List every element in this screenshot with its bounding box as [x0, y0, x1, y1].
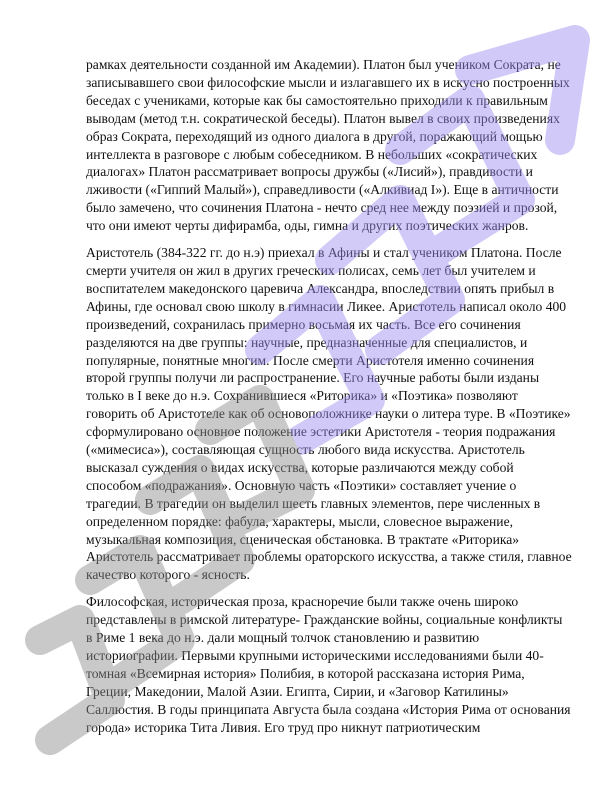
paragraph-roman-prose: Философская, историческая проза, красноречие были также очень широко представлены в римской литературе- Гражданские войны, социальные конфликты в Риме 1 века до н.э. дали мощный толчок становлению и развитию историографии. Первыми крупными историческими исследованиями были 40-томная «Всемирная история» Полибия, в которой рассказана история Рима, Греции, Македонии, Малой Азии. Египта, Сирии, и «Заговор Катилины» Саллюстия. В годы принципата Августа была создана «История Рима от основания города» историка Тита Ливия. Его труд про никнут патриотическим	[86, 594, 571, 735]
paragraph-plato: рамках деятельности созданной им Академии). Платон был учеником Сократа, не записывавшего свои философские мысли и излагавшего их в искусно построенных беседах с учениками, которые как бы самостоятельно приходили к правильным выводам (метод т.н. сократической беседы). Платон вывел в своих произведениях образ Сократа, переходящий из одного диалога в другой, поражающий мощью интеллекта в разговоре с любым собеседником. В небольших «сократических диалогах» Платон рассматривает вопросы дружбы («Лисий»), правдивости и лживости («Гиппий Малый»), справедливости («Алкивиад I»). Еще в античности было замечено, что сочинения Платона - нечто сред нее между поэзией и прозой, что они имеют черты дифирамба, оды, гимна и других поэтических жанров.	[86, 57, 570, 234]
body-text	[86, 56, 572, 746]
paragraph-aristotle: Аристотель (384-322 гг. до н.э) приехал в Афины и стал учеником Платона. После смерти учителя он жил в других греческих полисах, семь лет был учителем и воспитателем македонского царевича Александра, впоследствии опять прибыл в Афины, где основал свою школу в гимнасии Ликее. Аристотель написал около 400 произведений, сохранилась примерно восьмая их часть. Все его сочинения разделяются на две группы: научные, предназначенные для специалистов, и популярные, понятные многим. После смерти Аристотеля именно сочинения второй группы получи ли распространение. Его научные работы были изданы только в I веке до н.э. Сохранившиеся «Риторика» и «Поэтика» позволяют говорить об Аристотеле как об основоположнике науки о литера туре. В «Поэтике» сформулировано основное положение эстетики Аристотеля - теория подражания («мимесиса»), составляющая сущность любого вида искусства. Аристотель высказал суждения о видах искусства, которые различаются между собой способом «подражания». Основную часть «Поэтики» составляет учение о трагедии. В трагедии он выделил шесть главных элементов, пере численных в определенном порядке: фабула, характеры, мысли, словесное выражение, музыкальная композиция, сценическая обстановка. В трактате «Риторика» Аристотель рассматривает проблемы ораторского искусства, а также стиля, главное качество которого - ясность.	[86, 245, 572, 583]
